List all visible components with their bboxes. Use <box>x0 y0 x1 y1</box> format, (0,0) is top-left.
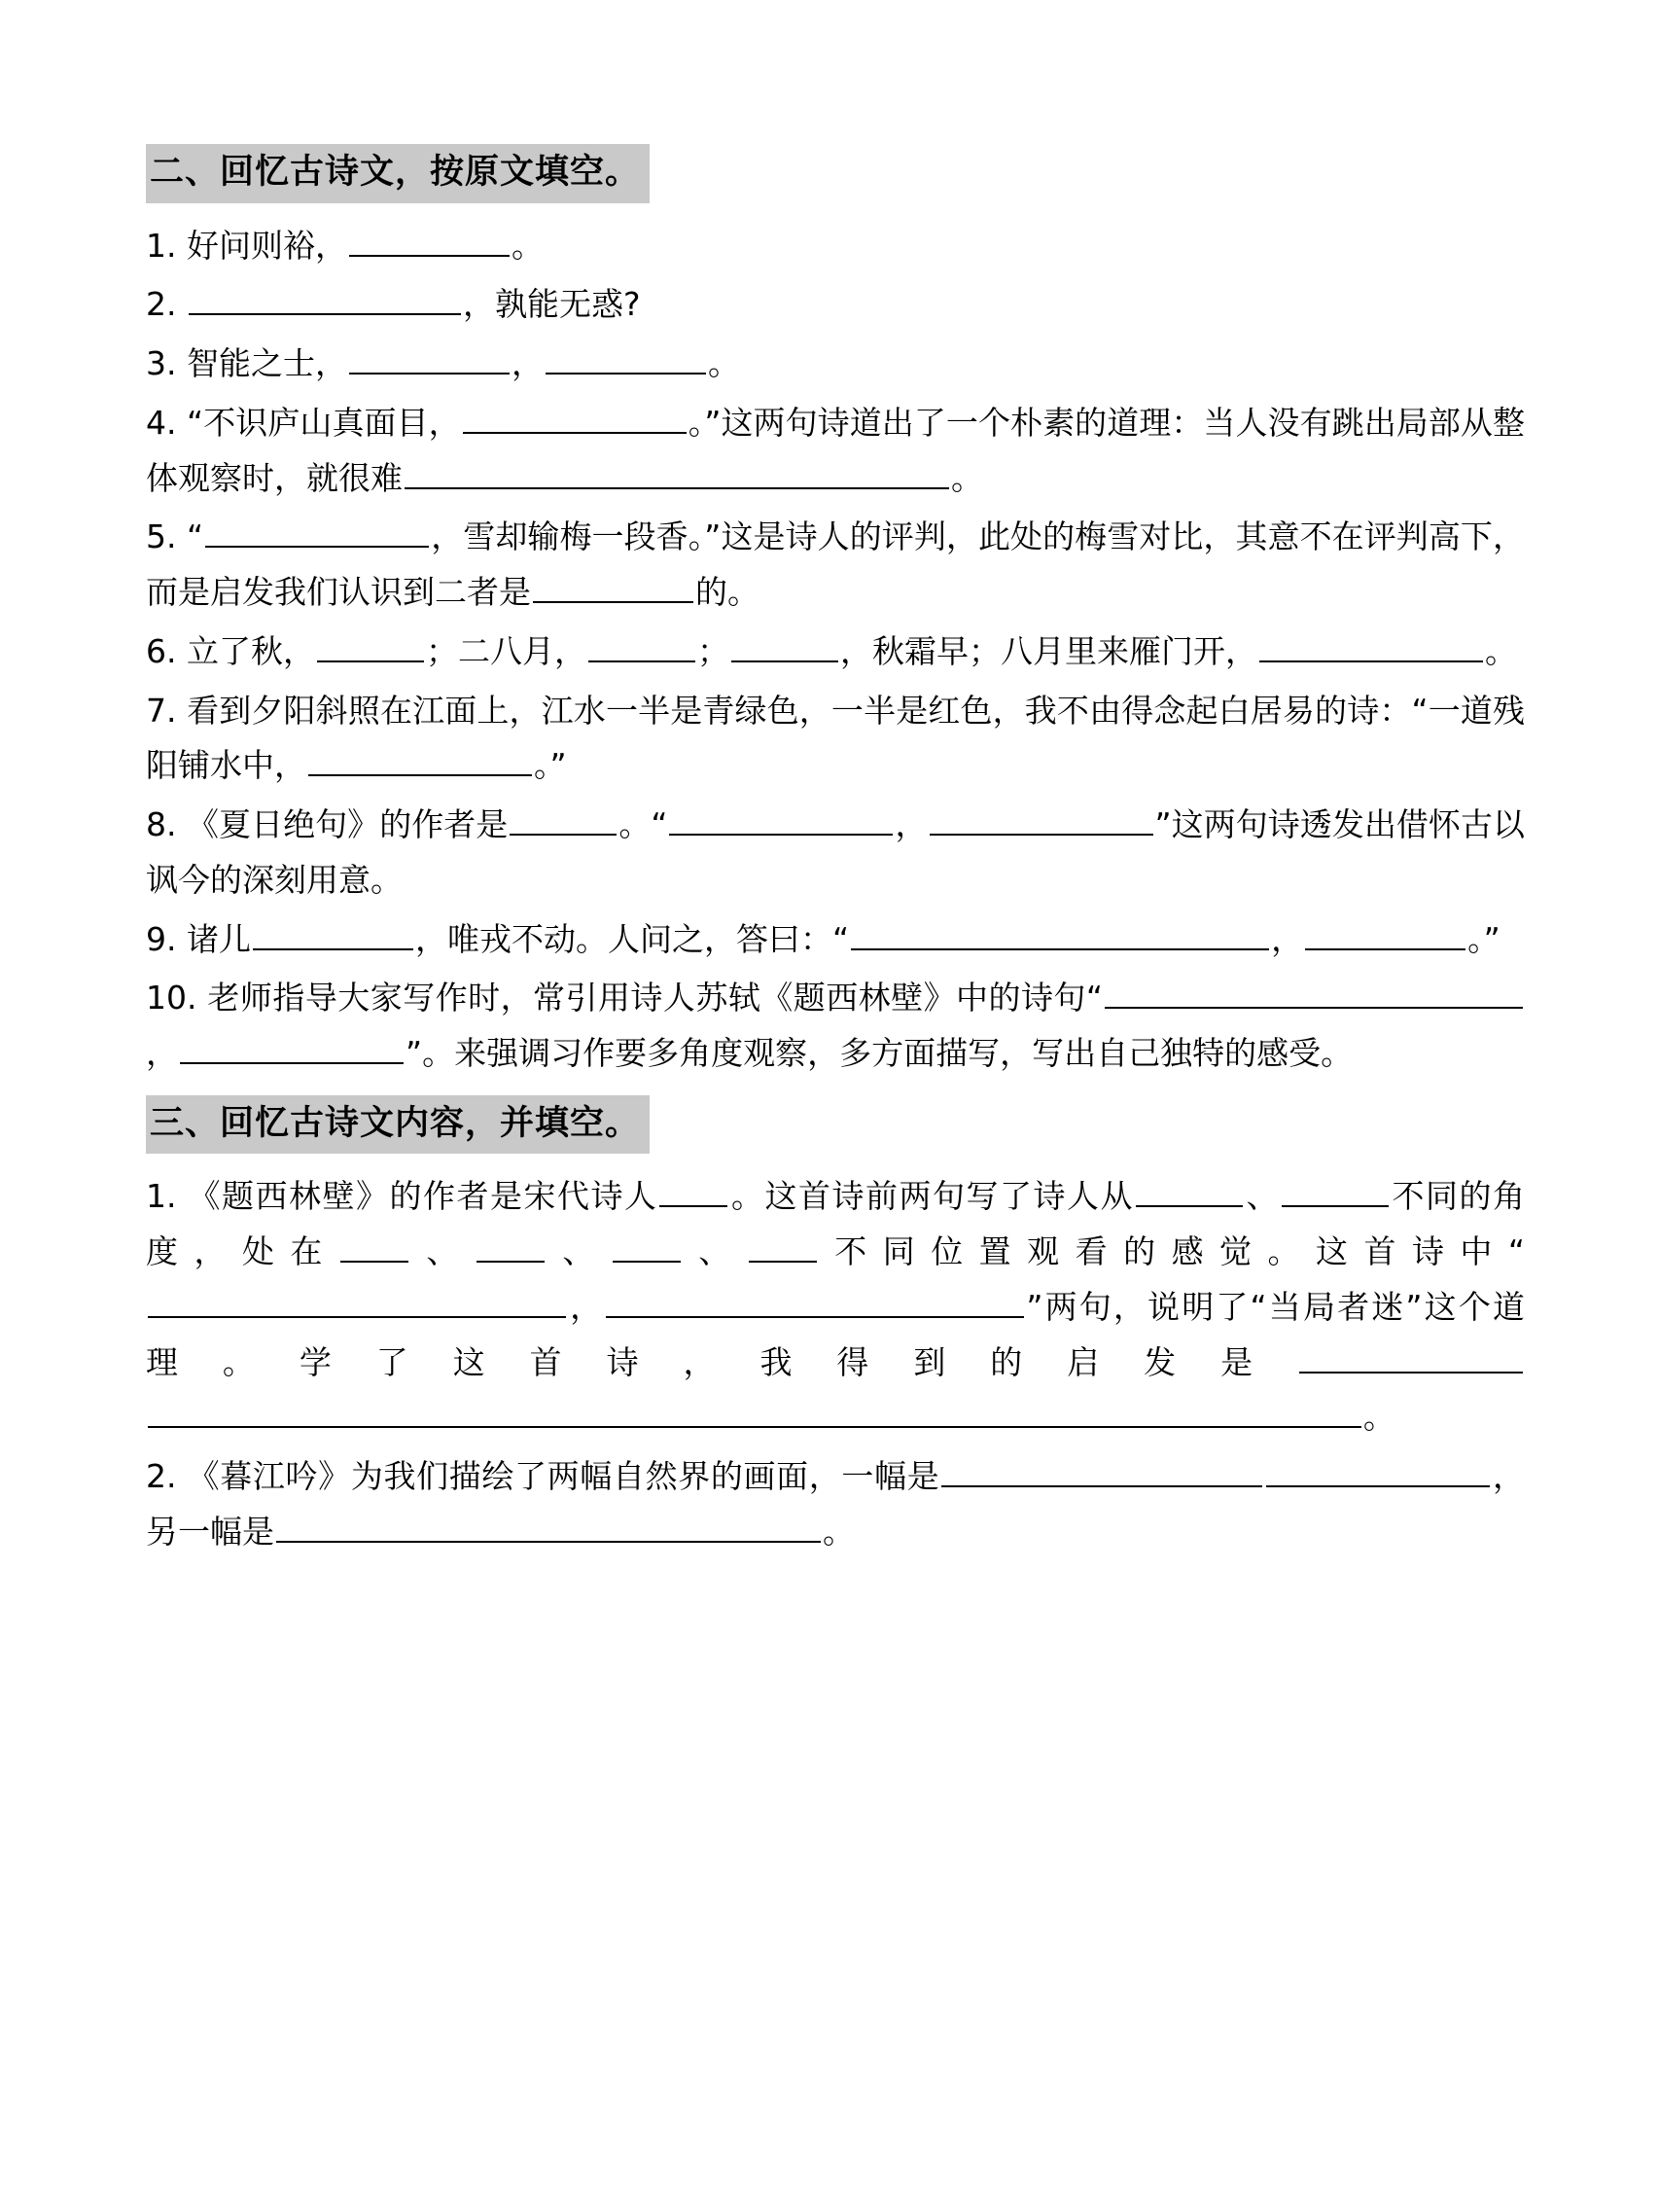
question-text: 10. 老师指导大家写作时，常引用诗人苏轼《题西林壁》中的诗句“ <box>146 979 1103 1017</box>
question-text: ”两句，说明了“当局者迷”这个道理。学了这首诗，我得到的启发是 <box>146 1287 1526 1381</box>
answer-blank[interactable] <box>1299 1338 1523 1374</box>
question-item <box>146 219 1525 274</box>
answer-blank[interactable] <box>308 741 532 777</box>
answer-blank[interactable] <box>606 1282 1024 1318</box>
question-item <box>146 798 1525 909</box>
answer-blank[interactable] <box>659 1172 727 1208</box>
question-text: 。 <box>707 344 740 382</box>
question-text: 。 <box>511 226 544 265</box>
question-text: 。“ <box>618 805 668 843</box>
question-text: 。这首诗前两句写了诗人从 <box>729 1177 1134 1216</box>
answer-blank[interactable] <box>1305 914 1465 950</box>
question-text: ”。来强调习作要多角度观察，多方面描写，写出自己独特的感受。 <box>406 1034 1354 1072</box>
section-heading-three: 三、回忆古诗文内容，并填空。 <box>146 1095 650 1155</box>
question-text: 。 <box>951 458 983 497</box>
section-heading-wrap-three <box>146 1095 1525 1164</box>
answer-blank[interactable] <box>749 1227 817 1263</box>
question-text: 7. 看到夕阳斜照在江面上，江水一半是青绿色，一半是红色，我不由得念起白居易的诗：“一道残阳铺水中， <box>146 691 1525 785</box>
question-text: ， <box>568 1287 605 1326</box>
answer-blank[interactable] <box>533 567 693 603</box>
question-text: 6. 立了秋， <box>146 631 315 670</box>
question-text: 。” <box>534 746 567 785</box>
question-text: ，唯戎不动。人问之，答曰：“ <box>414 919 850 958</box>
answer-blank[interactable] <box>546 339 706 375</box>
question-text: 、 <box>546 1232 611 1270</box>
question-text: 、 <box>1245 1177 1281 1216</box>
question-text: 。” <box>1467 919 1500 958</box>
answer-blank[interactable] <box>349 221 510 257</box>
question-text: 的。 <box>695 573 759 611</box>
question-text: 2. <box>146 285 187 324</box>
answer-blank[interactable] <box>731 626 838 662</box>
answer-blank[interactable] <box>588 626 695 662</box>
question-item <box>146 624 1525 680</box>
answer-blank[interactable] <box>180 1028 404 1064</box>
question-item <box>146 277 1525 333</box>
answer-blank[interactable] <box>349 339 510 375</box>
question-text: 不同位置观看的感觉。这首诗中“ <box>818 1232 1525 1270</box>
answer-blank[interactable] <box>276 1507 821 1543</box>
question-text: ； <box>696 631 729 670</box>
question-text: ， <box>1271 919 1304 958</box>
answer-blank[interactable] <box>1259 626 1483 662</box>
question-text: ，秋霜早；八月里来雁门开， <box>839 631 1257 670</box>
answer-blank[interactable] <box>253 914 413 950</box>
answer-blank[interactable] <box>851 914 1269 950</box>
answer-blank[interactable] <box>1136 1172 1243 1208</box>
question-text: 、 <box>682 1232 747 1270</box>
question-text: 3. 智能之士， <box>146 344 347 382</box>
question-text: 4. “不识庐山真面目， <box>146 403 461 442</box>
question-text: 不同的角度，处在 <box>146 1177 1526 1270</box>
answer-blank[interactable] <box>148 1393 1361 1429</box>
question-text: ，另一幅是 <box>146 1457 1525 1551</box>
answer-blank[interactable] <box>510 800 617 836</box>
answer-blank[interactable] <box>669 800 893 836</box>
section-heading-two: 二、回忆古诗文，按原文填空。 <box>146 144 650 203</box>
answer-blank[interactable] <box>477 1227 545 1263</box>
answer-blank[interactable] <box>613 1227 681 1263</box>
answer-blank[interactable] <box>463 398 687 434</box>
question-text: ，雪却输梅一段香。”这是诗人的评判，此处的梅雪对比，其意不在评判高下，而是启发我们认识到二者是 <box>146 517 1525 611</box>
answer-blank[interactable] <box>930 800 1153 836</box>
question-item <box>146 912 1525 968</box>
question-text: 5. “ <box>146 517 204 556</box>
answer-blank[interactable] <box>1105 974 1523 1010</box>
answer-blank[interactable] <box>941 1451 1262 1487</box>
question-text: 2. 《暮江吟》为我们描绘了两幅自然界的画面，一幅是 <box>146 1457 940 1495</box>
question-text: ，孰能无惑? <box>462 285 641 324</box>
answer-blank[interactable] <box>405 453 949 489</box>
answer-blank[interactable] <box>1266 1451 1490 1487</box>
answer-blank[interactable] <box>340 1227 408 1263</box>
question-text: ， <box>895 805 928 843</box>
answer-blank[interactable] <box>205 513 429 549</box>
question-text: 。 <box>823 1512 855 1551</box>
question-text: 1. 好问则裕， <box>146 226 347 265</box>
question-item <box>146 971 1525 1082</box>
question-text: ， <box>511 344 544 382</box>
answer-blank[interactable] <box>1282 1172 1389 1208</box>
question-item <box>146 1449 1525 1560</box>
question-text: 、 <box>409 1232 475 1270</box>
question-item <box>146 396 1525 507</box>
question-item <box>146 1169 1525 1445</box>
question-item <box>146 510 1525 621</box>
question-text: 。”这两句诗道出了一个朴素的道理：当人没有跳出局部从整体观察时，就很难 <box>146 403 1525 497</box>
question-text: 。 <box>1484 631 1517 670</box>
question-text: 1. 《题西林壁》的作者是宋代诗人 <box>146 1177 658 1216</box>
question-text: ”这两句诗透发出借怀古以讽今的深刻用意。 <box>146 805 1525 899</box>
question-item <box>146 684 1525 795</box>
question-text: ， <box>146 1034 178 1072</box>
answer-blank[interactable] <box>317 626 424 662</box>
answer-blank[interactable] <box>148 1282 566 1318</box>
question-text: ；二八月， <box>425 631 586 670</box>
question-text: 9. 诸儿 <box>146 919 251 958</box>
section-heading-wrap-two <box>146 144 1525 213</box>
question-text: 。 <box>1362 1398 1395 1437</box>
question-text: 8. 《夏日绝句》的作者是 <box>146 805 509 843</box>
answer-blank[interactable] <box>189 280 461 316</box>
question-item <box>146 337 1525 392</box>
